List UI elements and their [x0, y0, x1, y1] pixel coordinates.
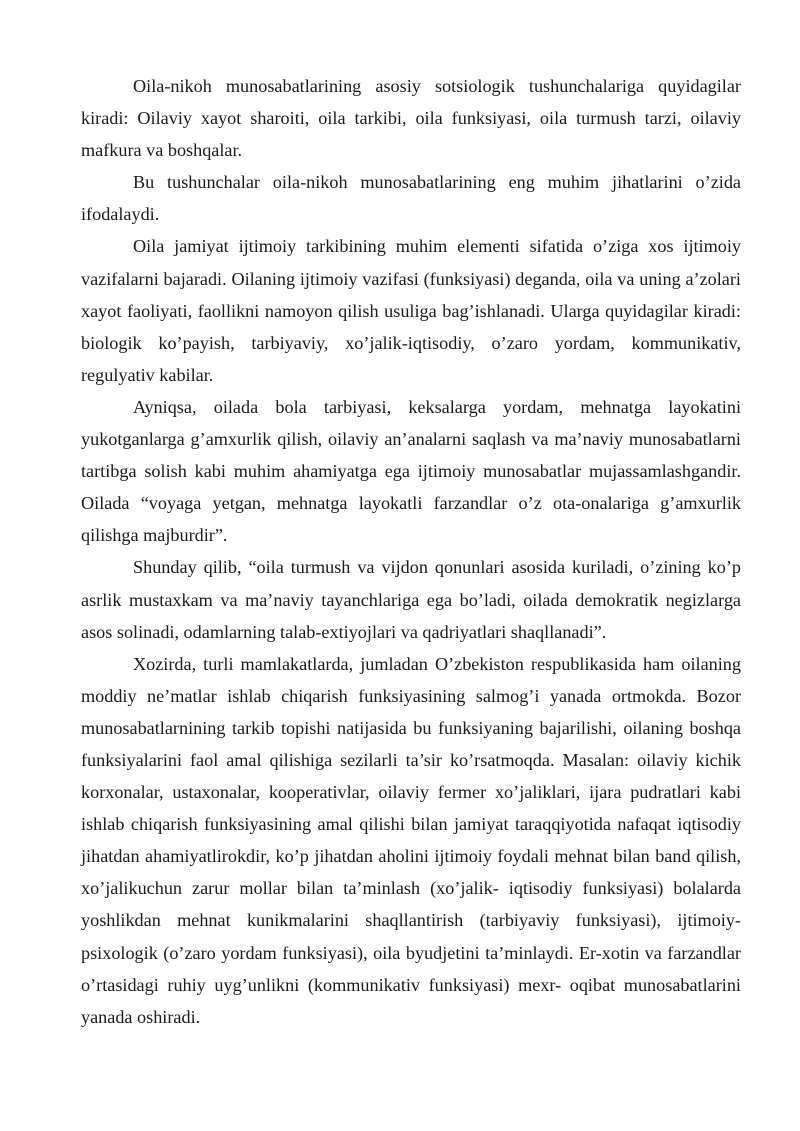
paragraph-5: Shunday qilib, “oila turmush va vijdon qonunlari asosida kuriladi, o’zining ko’p asrlik mustaxkam va ma’naviy tayanchlariga ega bo’ladi, oilada demokratik negizlarga asos solinadi, odamlarning talab-extiyojlari va qadriyatlari shaqllanadi”.: [81, 557, 741, 642]
paragraph-6: Xozirda, turli mamlakatlarda, jumladan O’zbekiston respublikasida ham oilaning moddiy ne’matlar ishlab chiqarish funksiyasining salmog’i yanada ortmokda. Bozor munosabatlarnining tarkib topishi natijasida bu funksiyaning bajarilishi, oilaning boshqa funksiyalarini faol amal qilishiga sezilarli ta’sir ko’rsatmoqda. Masalan: oilaviy kichik korxonalar, ustaxonalar, kooperativlar, oilaviy fermer xo’jaliklari, ijara pudratlari kabi ishlab chiqarish funksiyasining amal qilishi bilan jamiyat taraqqiyotida nafaqat iqtisodiy jihatdan ahamiyatlirokdir, ko’p jihatdan aholini ijtimoiy foydali mehnat bilan band qilish, xo’jalikuchun zarur mollar bilan ta’minlash (xo’jalik- iqtisodiy funksiyasi) bolalarda yoshlikdan mehnat kunikmalarini shaqllantirish (tarbiyaviy funksiyasi), ijtimoiy-psixologik (o’zaro yordam funksiyasi), oila byudjetini ta’minlaydi. Er-xotin va farzandlar o’rtasidagi ruhiy uyg’unlikni (kommunikativ funksiyasi) mexr- oqibat munosabatlarini yanada oshiradi.: [81, 653, 741, 1027]
paragraph-1: Oila-nikoh munosabatlarining asosiy sotsiologik tushunchalariga quyidagilar kiradi: Oilaviy xayot sharoiti, oila tarkibi, oila funksiyasi, oila turmush tarzi, oilaviy mafkura va boshqalar.: [81, 76, 741, 161]
paragraph-2: Bu tushunchalar oila-nikoh munosabatlarining eng muhim jihatlarini o’zida ifodalaydi.: [81, 172, 741, 225]
document-page: [81, 70, 741, 1033]
paragraph-4: Ayniqsa, oilada bola tarbiyasi, keksalarga yordam, mehnatga layokatini yukotganlarga g’amxurlik qilish, oilaviy an’analarni saqlash va ma’naviy munosabatlarni tartibga solish kabi muhim ahamiyatga ega ijtimoiy munosabatlar mujassamlashgandir. Oilada “voyaga yetgan, mehnatga layokatli farzandlar o’z ota-onalariga g’amxurlik qilishga majburdir”.: [81, 396, 741, 546]
paragraph-3: Oila jamiyat ijtimoiy tarkibining muhim elementi sifatida o’ziga xos ijtimoiy vazifalarni bajaradi. Oilaning ijtimoiy vazifasi (funksiyasi) deganda, oila va uning a’zolari xayot faoliyati, faollikni namoyon qilish usuliga bag’ishlanadi. Ularga quyidagilar kiradi: biologik ko’payish, tarbiyaviy, xo’jalik-iqtisodiy, o’zaro yordam, kommunikativ, regulyativ kabilar.: [81, 236, 741, 385]
